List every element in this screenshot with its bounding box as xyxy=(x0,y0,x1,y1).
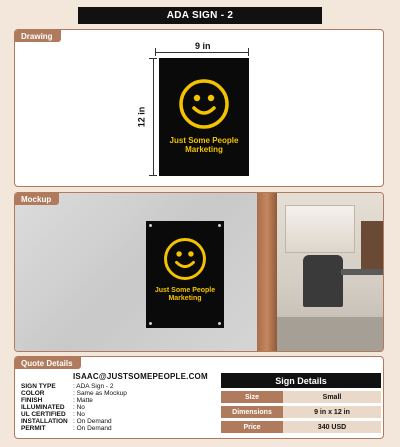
quote-tab: Quote Details xyxy=(15,357,81,369)
mockup-tab: Mockup xyxy=(15,193,59,205)
desk xyxy=(341,269,384,275)
height-dimension-line xyxy=(153,58,154,176)
mockup-text-line-1: Just Some People xyxy=(154,287,216,294)
spec-row: ILLUMINATED : No xyxy=(21,404,85,411)
mockup-sign xyxy=(146,221,224,328)
drawing-tab: Drawing xyxy=(15,30,61,42)
screw-bottom-left xyxy=(149,322,152,325)
details-row-price: Price 340 USD xyxy=(221,421,381,433)
height-label: 12 in xyxy=(136,106,147,128)
spec-row: PERMIT : On Demand xyxy=(21,425,112,432)
spec-row: SIGN TYPE : ADA Sign - 2 xyxy=(21,383,114,390)
door-frame xyxy=(257,193,277,351)
quote-panel xyxy=(14,356,384,439)
width-tick-left xyxy=(155,48,156,56)
shelf xyxy=(361,221,384,271)
drawing-panel xyxy=(14,29,384,187)
screw-bottom-right xyxy=(218,322,221,325)
spec-row: UL CERTIFIED : No xyxy=(21,411,85,418)
office-background xyxy=(277,193,384,351)
sign-text-line-1: Just Some People xyxy=(169,136,239,145)
height-tick-top xyxy=(149,58,157,59)
mockup-panel xyxy=(14,192,384,352)
contact-email: ISAAC@JUSTSOMEPEOPLE.COM xyxy=(73,372,208,381)
sign-text-line-2: Marketing xyxy=(185,145,223,155)
screw-top-left xyxy=(149,224,152,227)
floor xyxy=(277,317,384,352)
width-label: 9 in xyxy=(195,41,211,51)
details-row-dimensions: Dimensions 9 in x 12 in xyxy=(221,406,381,418)
page-title: ADA SIGN - 2 xyxy=(78,7,322,24)
screw-top-right xyxy=(218,224,221,227)
mockup-text-line-2: Marketing xyxy=(168,295,202,303)
height-tick-bottom xyxy=(149,175,157,176)
spec-row: COLOR : Same as Mockup xyxy=(21,390,127,397)
chair xyxy=(303,255,343,307)
wall-background xyxy=(15,193,271,351)
width-dimension-line xyxy=(155,52,249,53)
sign-details-header: Sign Details xyxy=(221,373,381,388)
width-tick-right xyxy=(248,48,249,56)
spec-row: FINISH : Matte xyxy=(21,397,93,404)
spec-row: INSTALLATION : On Demand xyxy=(21,418,112,425)
drawing-sign xyxy=(159,58,249,176)
window xyxy=(285,205,355,253)
smiley-icon xyxy=(163,237,207,281)
smiley-icon xyxy=(178,78,230,130)
details-row-size: Size Small xyxy=(221,391,381,403)
